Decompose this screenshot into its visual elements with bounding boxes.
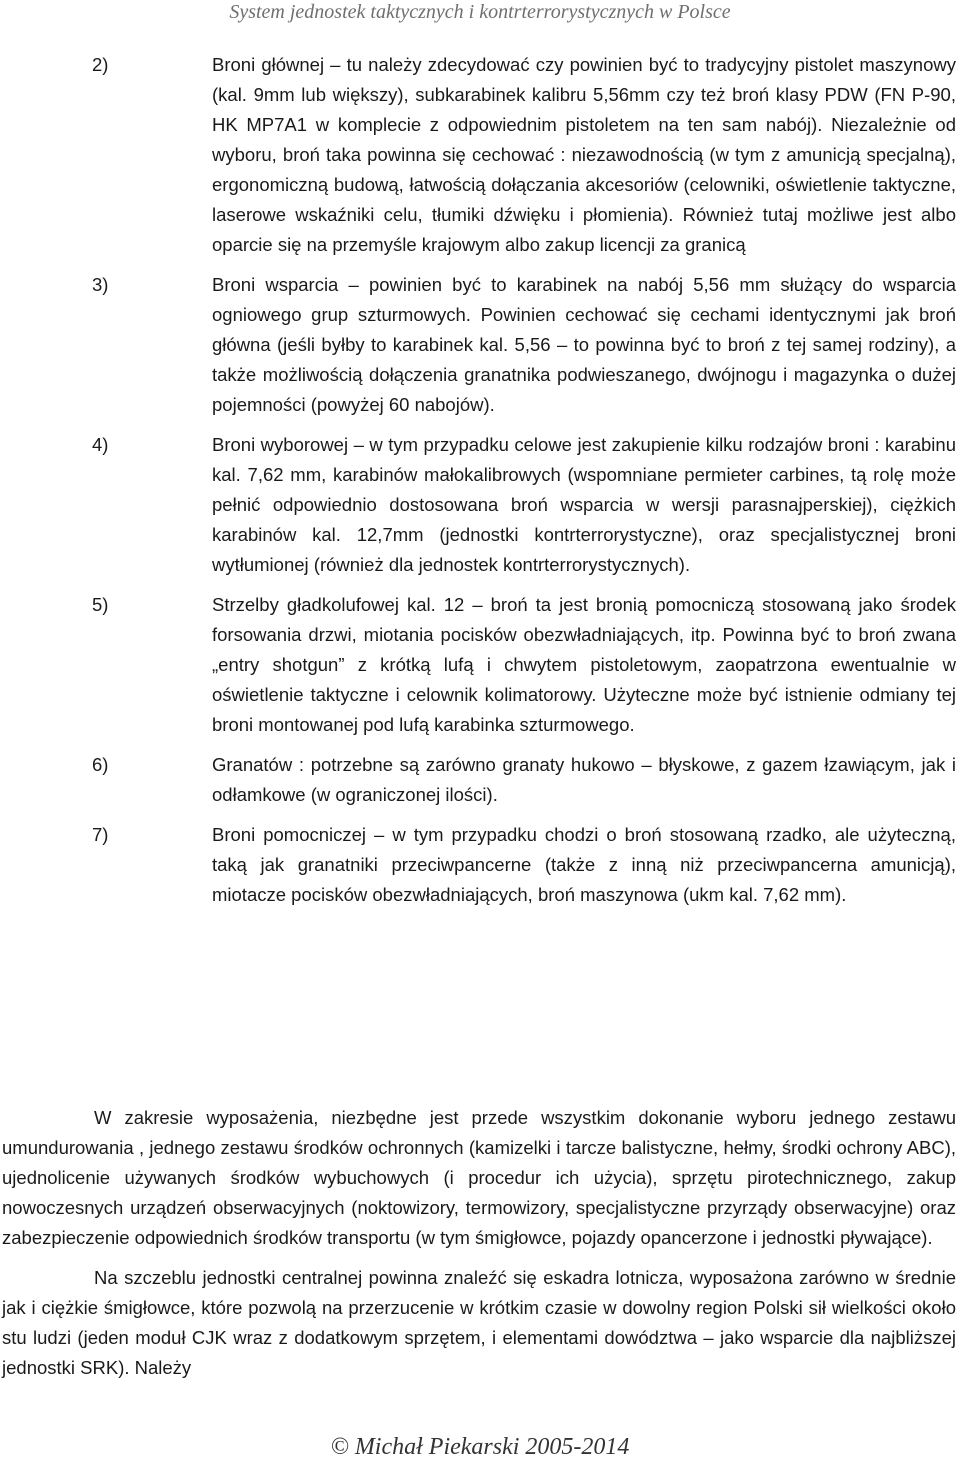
list-item xyxy=(0,590,960,740)
page-footer xyxy=(0,1433,960,1461)
list-item xyxy=(0,820,960,910)
list-item-number: 7) xyxy=(92,824,109,845)
list-item-text: Broni wsparcia – powinien być to karabinek na nabój 5,56 mm służący do wsparcia ogniowego grup szturmowych. Powinien cechować się cechami identycznymi jak broń główna (jeśli byłby to karabinek kal. 5,56 – to powinna być to broń z tej samej rodziny), a także możliwością dołączenia granatnika podwieszanego, dwójnogu i magazynka o dużej pojemności (powyżej 60 nabojów). xyxy=(212,274,956,415)
weapons-list xyxy=(0,50,960,920)
list-item-number: 6) xyxy=(92,754,109,775)
list-item-number: 4) xyxy=(92,434,109,455)
list-item-text: Broni pomocniczej – w tym przypadku chodzi o broń stosowaną rzadko, ale użyteczną, taką jak granatniki przeciwpancerne (także z inną niż przeciwpancerna amunicją), miotacze pocisków obezwładniających, broń maszynowa (ukm kal. 7,62 mm). xyxy=(212,824,956,905)
copyright-text: © Michał Piekarski 2005-2014 xyxy=(330,1434,630,1460)
list-item-number: 2) xyxy=(92,54,109,75)
paragraph-air-squadron: Na szczeblu jednostki centralnej powinna znaleźć się eskadra lotnicza, wyposażona zarówno w średnie jak i ciężkie śmigłowce, które pozwolą na przerzucenie w krótkim czasie w dowolny region Polski sił wielkości około stu ludzi (jeden moduł CJK wraz z dodatkowym sprzętem, i elementami dowództwa – jako wsparcie dla najbliższej jednostki SRK). Należy xyxy=(2,1267,956,1378)
running-header-title: System jednostek taktycznych i kontrterrorystycznych w Polsce xyxy=(229,1,731,23)
list-item-text: Granatów : potrzebne są zarówno granaty hukowo – błyskowe, z gazem łzawiącym, jak i odłamkowe (w ograniczonej ilości). xyxy=(212,754,956,805)
list-item-number: 3) xyxy=(92,274,109,295)
list-item xyxy=(0,430,960,580)
paragraph-equipment: W zakresie wyposażenia, niezbędne jest przede wszystkim dokonanie wyboru jednego zestawu umundurowania , jednego zestawu środków ochronnych (kamizelki i tarcze balistyczne, hełmy, środki ochrony ABC), ujednolicenie używanych środków wybuchowych (i procedur ich użycia), sprzętu pirotechnicznego, zakup nowoczesnych urządzeń obserwacyjnych (noktowizory, termowizory, specjalistyczne przyrządy obserwacyjne) oraz zabezpieczenie odpowiednich środków transportu (w tym śmigłowce, pojazdy opancerzone i jednostki pływające). xyxy=(2,1107,956,1248)
list-item-text: Broni głównej – tu należy zdecydować czy powinien być to tradycyjny pistolet maszynowy (kal. 9mm lub większy), subkarabinek kalibru 5,56mm czy też broń klasy PDW (FN P-90, HK MP7A1 w komplecie z odpowiednim pistoletem na ten sam nabój). Niezależnie od wyboru, broń taka powinna się cechować : niezawodnością (w tym z amunicją specjalną), ergonomiczną budową, łatwością dołączania akcesoriów (celowniki, oświetlenie taktyczne, laserowe wskaźniki celu, tłumiki dźwięku i płomienia). Również tutaj możliwe jest albo oparcie się na przemyśle krajowym albo zakup licencji za granicą xyxy=(212,54,956,255)
list-item xyxy=(0,750,960,810)
body-text xyxy=(0,1103,960,1383)
list-item-text: Broni wyborowej – w tym przypadku celowe jest zakupienie kilku rodzajów broni : karabinu kal. 7,62 mm, karabinów małokalibrowych (wspomniane permieter carbines, tą rolę może pełnić odpowiednio dostosowana broń wsparcia w wersji parasnajperskiej), ciężkich karabinów kal. 12,7mm (jednostki kontrterrorystyczne), oraz specjalistycznej broni wytłumionej (również dla jednostek kontrterrorystycznych). xyxy=(212,434,956,575)
list-item xyxy=(0,270,960,420)
list-item-number: 5) xyxy=(92,594,109,615)
list-item xyxy=(0,50,960,260)
list-item-text: Strzelby gładkolufowej kal. 12 – broń ta jest bronią pomocniczą stosowaną jako środek forsowania drzwi, miotania pocisków obezwładniających, itp. Powinna być to broń zwana „entry shotgun” z krótką lufą i chwytem pistoletowym, zaopatrzona ewentualnie w oświetlenie taktyczne i celownik kolimatorowy. Użyteczne może być istnienie odmiany tej broni montowanej pod lufą karabinka szturmowego. xyxy=(212,594,956,735)
running-header xyxy=(0,0,960,26)
